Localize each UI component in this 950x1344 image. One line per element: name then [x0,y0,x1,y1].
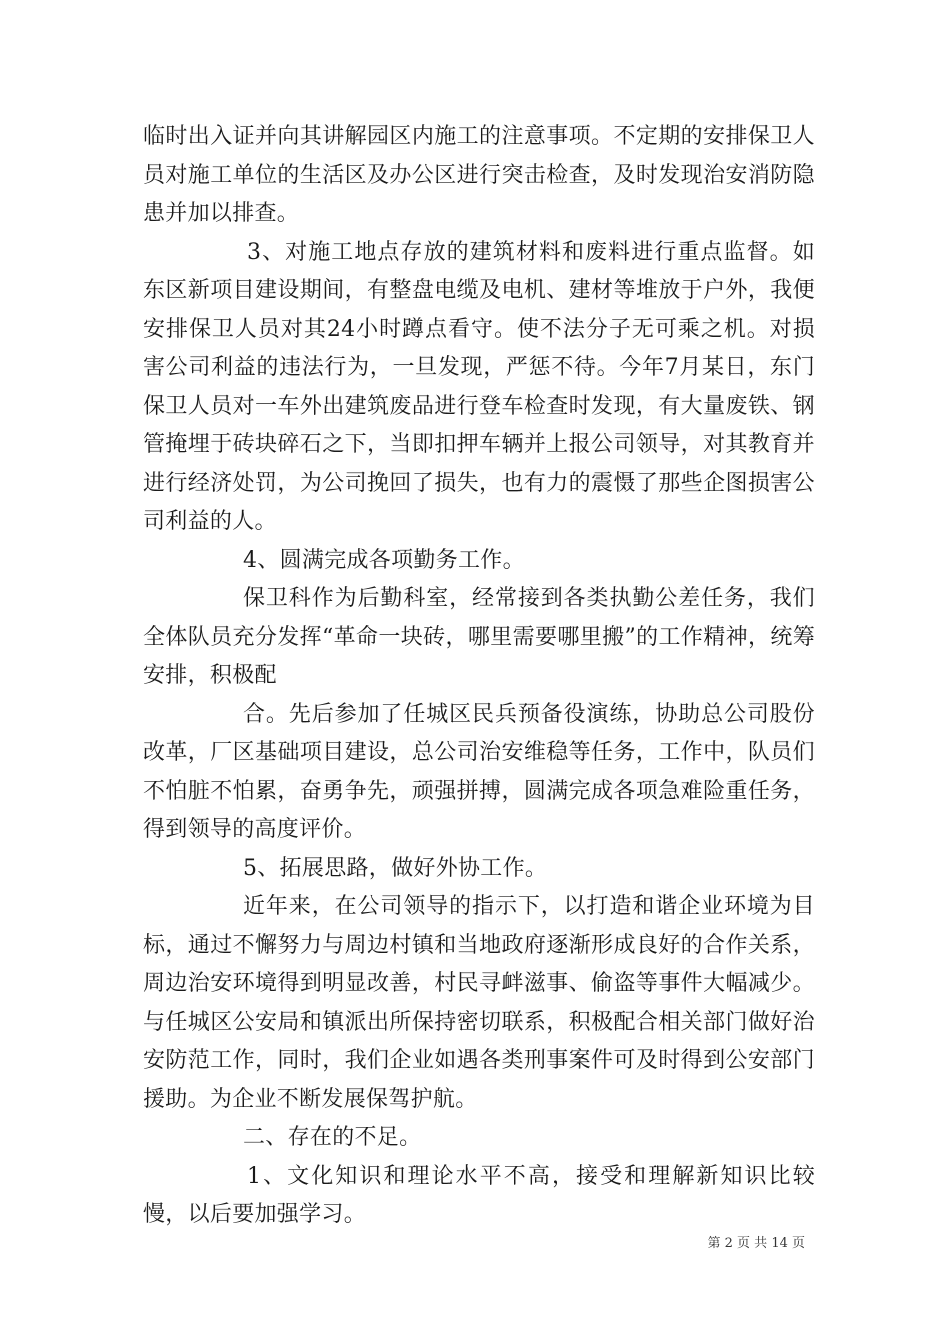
paragraph-duty-work-continued: 合。先后参加了任城区民兵预备役演练，协助总公司股份改革，厂区基础项目建设，总公司治安维稳等任务，工作中，队员们不怕脏不怕累，奋勇争先，顽强拼搏，圆满完成各项急难险重任务，得到领导的高度评价。 [143,701,815,842]
paragraph-item-3: 3、对施工地点存放的建筑材料和废料进行重点监督。如东区新项目建设期间，有整盘电缆及电机、建材等堆放于户外，我便安排保卫人员对其24小时蹲点看守。使不法分子无可乘之机。对损害公司利益的违法行为，一旦发现，严惩不待。今年7月某日，东门保卫人员对一车外出建筑废品进行登车检查时发现，有大量废铁、钢管掩埋于砖块碎石之下，当即扣押车辆并上报公司领导，对其教育并进行经济处罚，为公司挽回了损失，也有力的震慑了那些企图损害公司利益的人。 [143,239,815,534]
paragraph-duty-work: 保卫科作为后勤科室，经常接到各类执勤公差任务，我们全体队员充分发挥“革命一块砖，哪里需要哪里搬”的工作精神，统筹安排，积极配 [143,586,815,688]
section-heading-shortcomings: 二、存在的不足。 [243,1125,422,1150]
paragraph-item-4-heading: 4、圆满完成各项勤务工作。 [243,547,525,573]
paragraph-shortcoming-1: 1、文化知识和理论水平不高，接受和理解新知识比较慢，以后要加强学习。 [143,1163,815,1227]
paragraph-external-cooperation: 近年来，在公司领导的指示下，以打造和谐企业环境为目标，通过不懈努力与周边村镇和当地政府逐渐形成良好的合作关系，周边治安环境得到明显改善，村民寻衅滋事、偷盗等事件大幅减少。与任城区公安局和镇派出所保持密切联系，积极配合相关部门做好治安防范工作，同时，我们企业如遇各类刑事案件可及时得到公安部门援助。为企业不断发展保驾护航。 [143,894,815,1112]
document-body [143,118,815,1235]
page-number-footer: 第 2 页 共 14 页 [707,1236,805,1251]
paragraph-continuation: 临时出入证并向其讲解园区内施工的注意事项。不定期的安排保卫人员对施工单位的生活区及办公区进行突击检查，及时发现治安消防隐患并加以排查。 [143,124,815,226]
paragraph-item-5-heading: 5、拓展思路，做好外协工作。 [243,855,548,881]
